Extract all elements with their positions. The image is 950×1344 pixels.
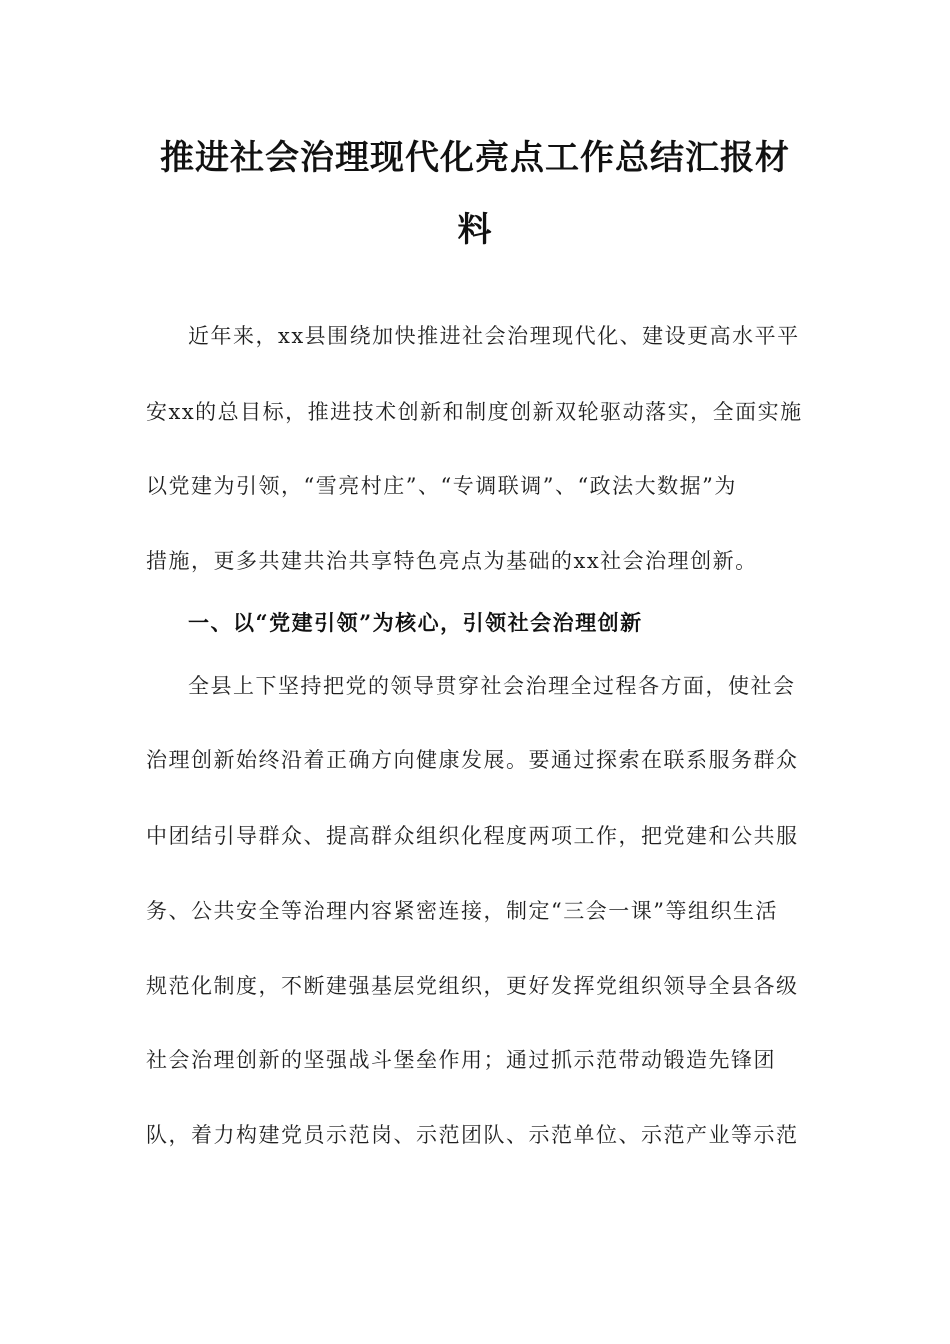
document-title-line-2: 料	[457, 210, 493, 250]
section-1-paragraph-line-2: 治理创新始终沿着正确方向健康发展。要通过探索在联系服务群众	[146, 748, 799, 772]
intro-paragraph-line-3: 以党建为引领，“雪亮村庄”、“专调联调”、“政法大数据”为	[146, 474, 737, 498]
intro-paragraph-line-4: 措施，更多共建共治共享特色亮点为基础的xx社会治理创新。	[146, 549, 758, 573]
intro-paragraph-line-2: 安xx的总目标，推进技术创新和制度创新双轮驱动落实，全面实施	[146, 400, 803, 424]
section-1-paragraph-line-5: 规范化制度，不断建强基层党组织，更好发挥党组织领导全县各级	[146, 974, 799, 998]
section-1-paragraph-line-6: 社会治理创新的坚强战斗堡垒作用；通过抓示范带动锻造先锋团	[146, 1048, 776, 1072]
section-1-paragraph-line-4: 务、公共安全等治理内容紧密连接，制定“三会一课”等组织生活	[146, 899, 778, 923]
document-title-line-1: 推进社会治理现代化亮点工作总结汇报材	[160, 138, 790, 178]
section-1-heading: 一、以“党建引领”为核心，引领社会治理创新	[188, 610, 643, 635]
section-1-paragraph-line-1: 全县上下坚持把党的领导贯穿社会治理全过程各方面，使社会	[188, 674, 796, 698]
intro-paragraph-line-1: 近年来，xx县围绕加快推进社会治理现代化、建设更高水平平	[188, 324, 800, 348]
section-1-paragraph-line-3: 中团结引导群众、提高群众组织化程度两项工作，把党建和公共服	[146, 824, 799, 848]
section-1-paragraph-line-7: 队，着力构建党员示范岗、示范团队、示范单位、示范产业等示范	[146, 1123, 799, 1147]
